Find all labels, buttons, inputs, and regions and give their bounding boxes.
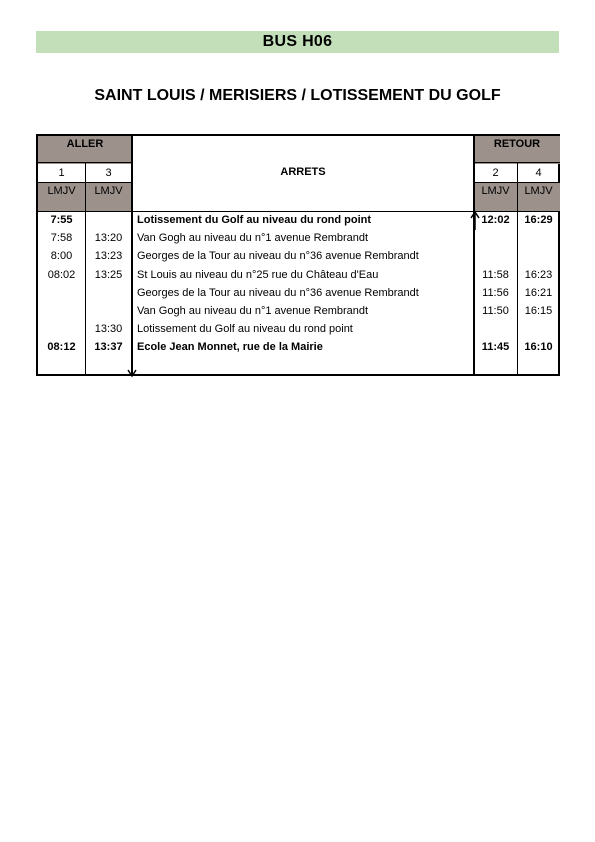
aller-time-3: 13:23	[94, 250, 123, 263]
retour-time-2: 11:56	[482, 286, 509, 299]
retour-time-4	[517, 247, 560, 265]
retour-time-4: 16:23	[524, 268, 553, 281]
up-arrow-icon	[468, 210, 482, 230]
retour-col-2: 2	[492, 167, 499, 179]
retour-time-2: 11:45	[481, 341, 510, 354]
aller-time-1	[38, 284, 85, 302]
aller-time-1	[38, 320, 85, 338]
aller-time-1: 7:55	[50, 214, 73, 226]
stop-name: Lotissement du Golf au niveau du rond point	[137, 214, 372, 226]
timetable	[36, 134, 560, 376]
retour-time-4: 16:29	[524, 214, 553, 226]
retour-time-4: 16:15	[524, 305, 553, 317]
retour-time-4: 16:21	[524, 286, 553, 299]
stop-name: Van Gogh au niveau du n°1 avenue Rembrandt	[137, 305, 369, 317]
retour-time-4: 16:10	[524, 341, 553, 354]
aller-time-3: 13:37	[94, 341, 123, 354]
aller-col-3: 3	[105, 167, 112, 179]
aller-time-1: 7:58	[50, 232, 73, 245]
retour-days-2: LMJV	[474, 183, 517, 211]
retour-time-4	[517, 229, 560, 247]
retour-time-4	[517, 320, 560, 338]
aller-time-1: 08:12	[47, 341, 76, 354]
stop-name: St Louis au niveau du n°25 rue du Château d'Eau	[137, 268, 379, 281]
aller-time-3: 13:25	[94, 268, 123, 281]
route-subtitle: SAINT LOUIS / MERISIERS / LOTISSEMENT DU GOLF	[94, 87, 501, 104]
arrets-header: ARRETS	[280, 166, 326, 178]
down-arrow-icon	[125, 286, 139, 378]
retour-time-2	[474, 247, 517, 265]
stop-name: Georges de la Tour au niveau du n°36 avenue Rembrandt	[137, 250, 419, 263]
aller-time-1: 8:00	[50, 250, 73, 263]
aller-time-3: 13:30	[94, 323, 123, 336]
stop-name: Ecole Jean Monnet, rue de la Mairie	[137, 341, 323, 354]
retour-time-2	[474, 229, 517, 247]
aller-days-1: LMJV	[38, 183, 85, 211]
aller-time-1	[38, 302, 85, 320]
retour-days-4: LMJV	[517, 183, 560, 211]
aller-header: ALLER	[38, 136, 132, 164]
aller-time-3: 13:20	[94, 232, 123, 245]
aller-time-3	[85, 211, 132, 229]
retour-col-4: 4	[535, 167, 542, 179]
retour-time-2	[474, 320, 517, 338]
aller-col-1: 1	[58, 167, 65, 179]
aller-days-3: LMJV	[85, 183, 132, 211]
retour-time-2: 12:02	[481, 214, 510, 226]
stop-name: Van Gogh au niveau du n°1 avenue Rembrandt	[137, 232, 369, 245]
retour-time-2: 11:58	[482, 268, 509, 281]
retour-time-2: 11:50	[482, 305, 509, 317]
aller-time-1: 08:02	[47, 268, 76, 281]
stop-name: Georges de la Tour au niveau du n°36 avenue Rembrandt	[137, 286, 419, 299]
bus-line-title: BUS H06	[36, 31, 559, 53]
retour-header: RETOUR	[474, 136, 560, 164]
stop-name: Lotissement du Golf au niveau du rond point	[137, 323, 353, 336]
